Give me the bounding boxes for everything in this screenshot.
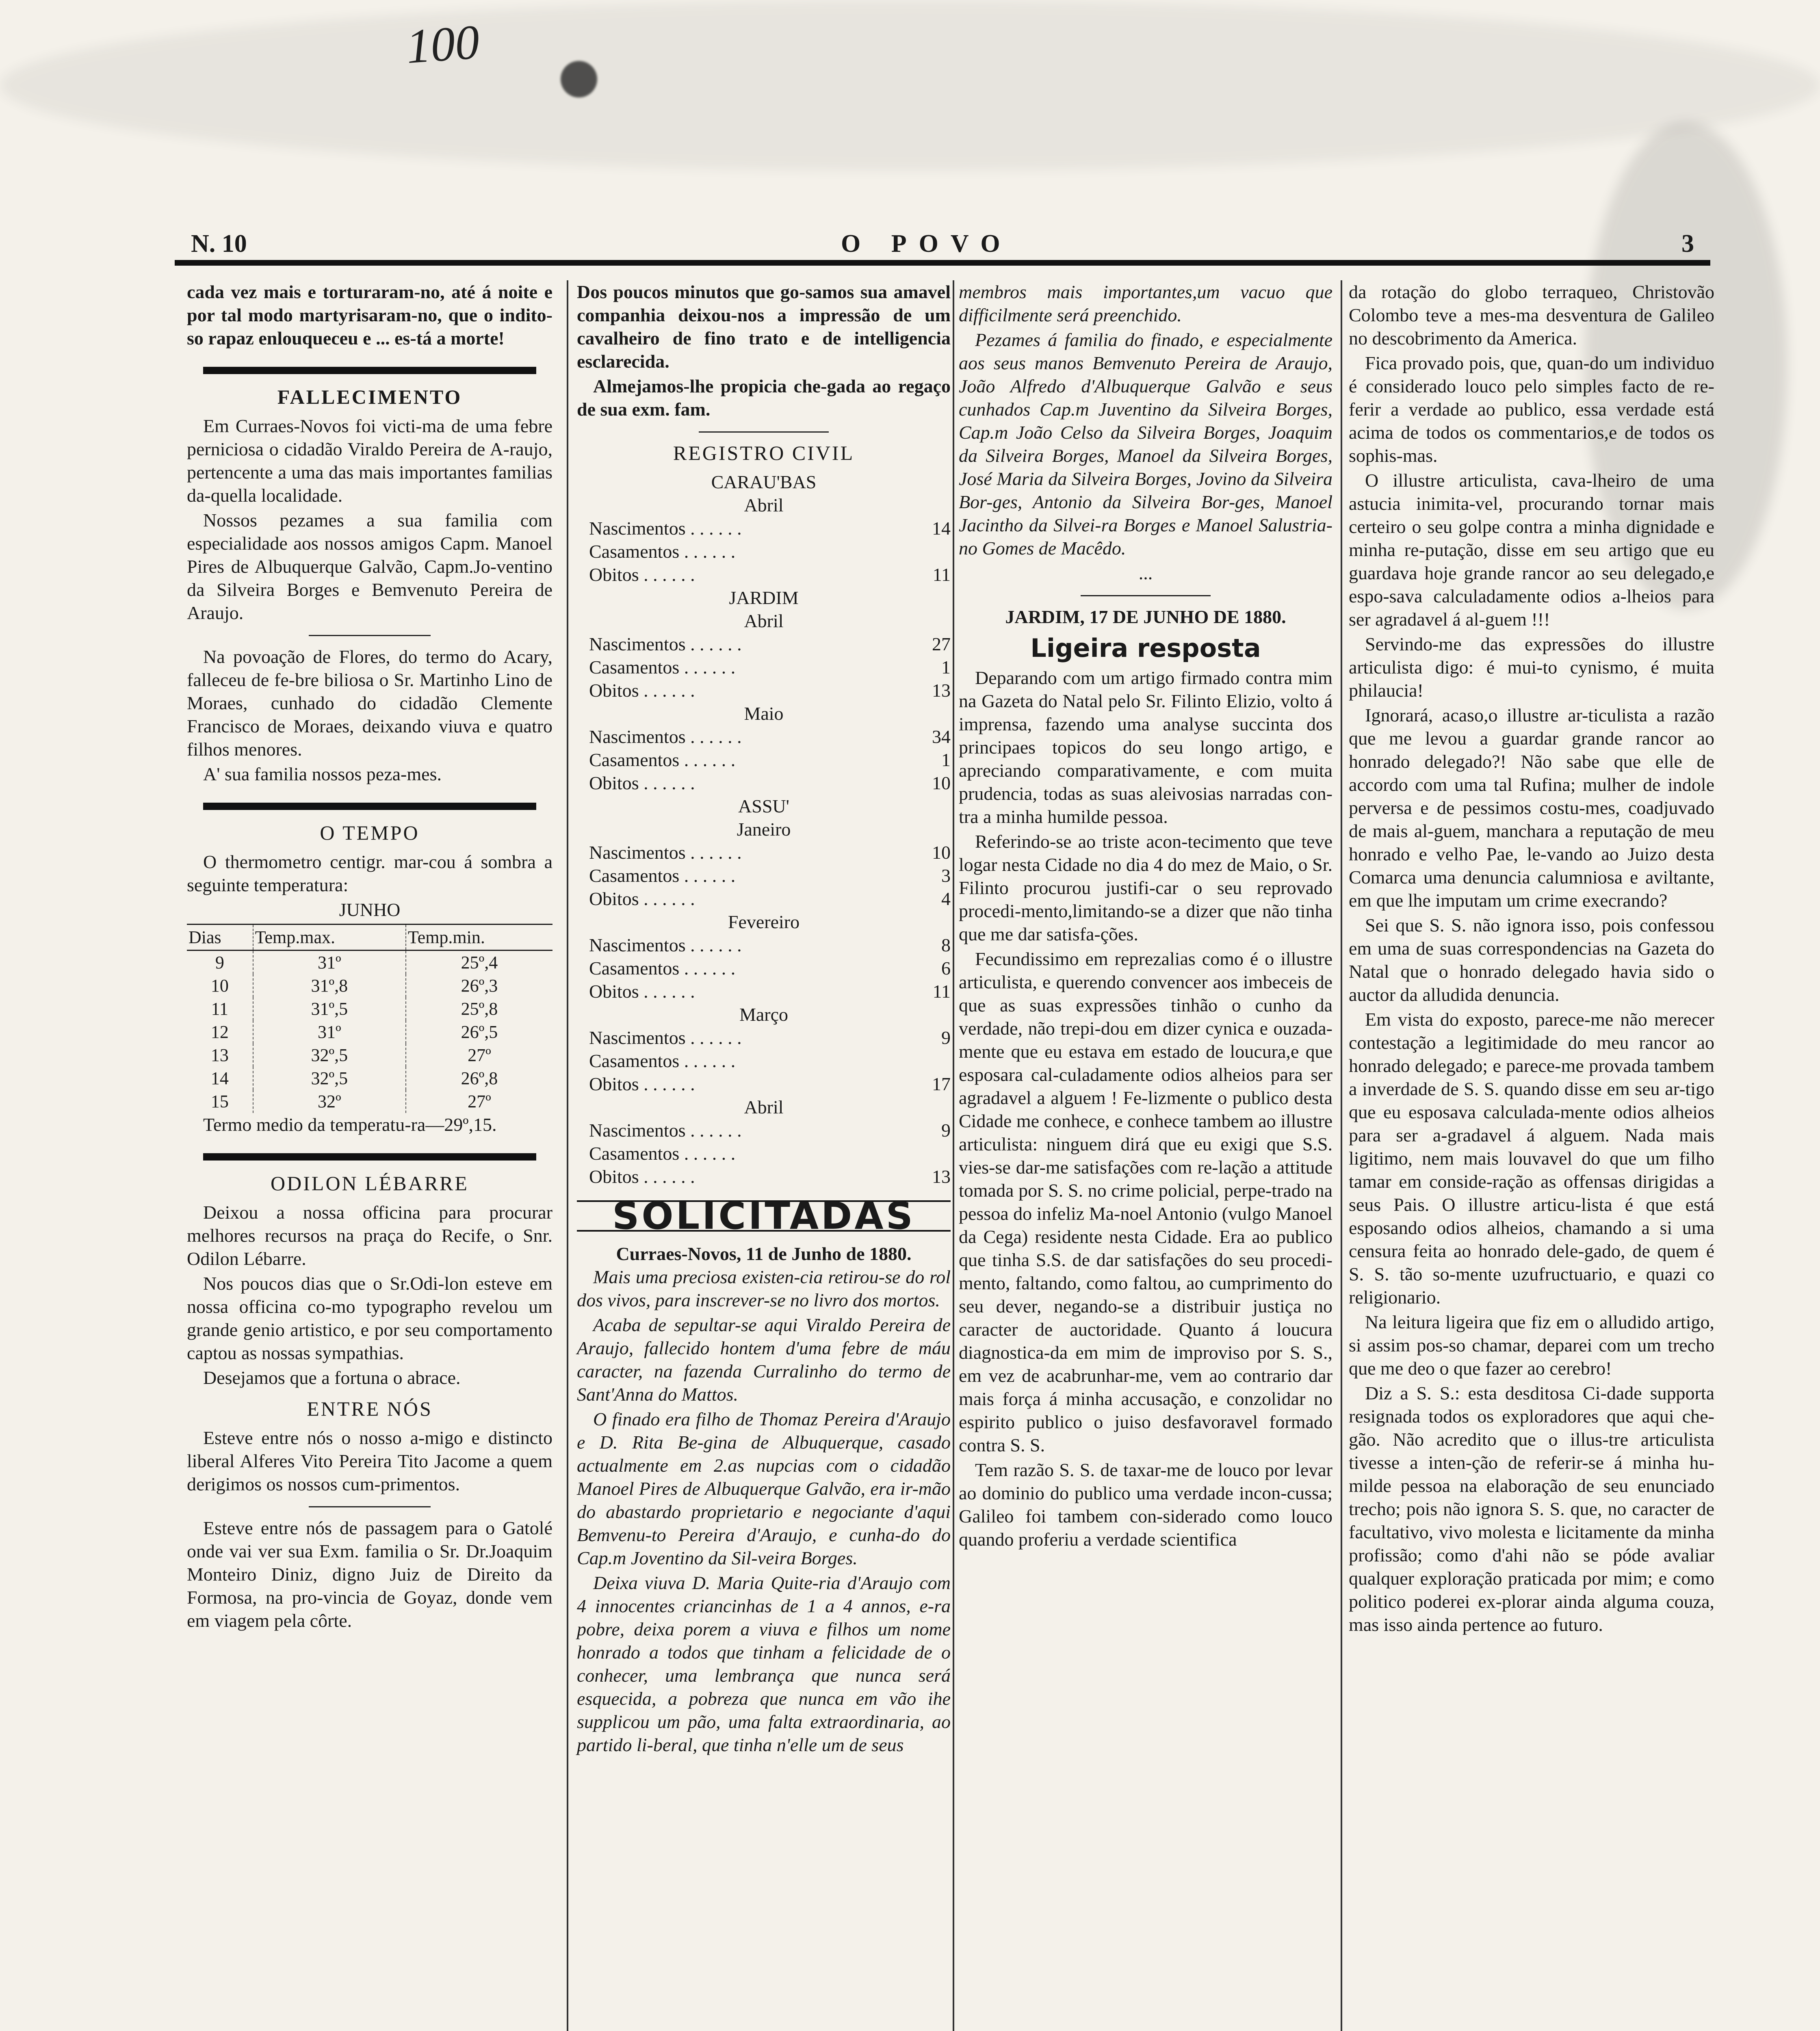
article-paragraph: Ignorará, acaso,o illustre ar-ticulista a razão que me levou a guardar grande rancor ao honrado delegado?! Não sabe que elle de accordo com uma tal Rufina; mulher de indole perversa e de pessimos costu-mes, coadjuvado de mais al-guem, manchara a reputação de meu honrado e velho Pae, le-vando ao Juizo desta Comarca uma denuncia calumniosa e aviltante, em que lhe imputam um crime execrando? — [1349, 705, 1714, 911]
registry-row — [577, 1119, 951, 1142]
handwritten-mark: 100 — [404, 14, 481, 74]
registry-value: 9 — [941, 1120, 951, 1141]
registry-label: Nascimentos . . . . . . — [589, 1120, 742, 1141]
registry-row — [577, 1049, 951, 1072]
registry-label: Nascimentos . . . . . . — [589, 1027, 742, 1048]
registry-value: 13 — [932, 680, 951, 701]
registry-label: Casamentos . . . . . . — [589, 541, 736, 562]
registry-label: Obitos . . . . . . — [589, 680, 695, 701]
article-paragraph: Acaba de sepultar-se aqui Viraldo Pereira de Araujo, fallecido hontem d'uma febre de máu caracter, na fazenda Curralinho do termo de Sant'Anna do Mattos. — [577, 1314, 951, 1405]
divider — [309, 1506, 431, 1507]
table-cell: 32º,5 — [253, 1044, 406, 1067]
table-cell: 15 — [210, 1091, 229, 1111]
temperature-table — [187, 924, 552, 1113]
registry-label: Nascimentos . . . . . . — [589, 634, 742, 654]
registry-row — [577, 540, 951, 563]
article-paragraph: Fecundissimo em reprezalias como é o illustre articulista, e querendo convencer aos imbeceis de que as suas expressões tinhão o cunho da verdade, não trepi-dou em dizer cynica e ouzada-mente que eu estava em estado de loucura,e que esposara cal-culadamente odios alheios para ser agradavel a alguem ! Fe-lizmente o publico desta Cidade me conhece, e conhece tambem ao illustre articulista: ninguem dirá que eu exigi que S.S. vies-se dar-me satisfações com re-lação a attitude tomada por S. S. no crime policial, perpe-trado na pessoa do infeliz Ma-noel Antonio (vulgo Manoel da Cega) residente nesta Cidade. Era ao publico que tinha S.S. de dar satisfações do seu procedi-mento, faltando, como faltou, ao cumprimento do seu dever, negando-se a distribuir justiça no caracter de auctoridade. Quanto á loucura diagnostica-da em mim de improviso por S. S., em vez de acabrunhar-me, vem ao contrario dar mais força á minha accusação, e conzolidar no espirito publico o juiso desfavoravel formado contra S. S. — [959, 948, 1332, 1455]
table-cell: 32º,5 — [253, 1067, 406, 1090]
registry-row — [577, 771, 951, 795]
article-paragraph: Deparando com um artigo firmado contra mim na Gazeta do Natal pelo Sr. Filinto Elizio, volto á imprensa, fazendo uma analyse succinta dos principaes topicos do seu longo artigo, e apreciando comparativamente, e com muita prudencia, todas as suas aleivosias narradas con-tra a minha humilde pessoa. — [959, 667, 1332, 827]
registry-value: 9 — [941, 1027, 951, 1048]
article-title: Ligeira resposta — [1030, 633, 1261, 663]
table-header: Temp.min. — [406, 925, 552, 951]
table-cell: 25º,4 — [406, 951, 552, 974]
registry-label: Casamentos . . . . . . — [589, 1143, 736, 1164]
registry-label: Casamentos . . . . . . — [589, 865, 736, 886]
registry-row — [577, 1142, 951, 1165]
table-cell: 31º — [253, 1020, 406, 1044]
table-row — [187, 1090, 552, 1113]
column-4 — [1349, 280, 1714, 1638]
article-paragraph: Pezames á familia do finado, e especialmente aos seus manos Bemvenuto Pereira de Araujo, João Alfredo d'Albuquerque Galvão e seus cunhados Cap.m Juventino da Silveira Borges, Cap.m João Celso da Silveira Borges, Joaquim da Silveira Borges, Manoel da Silveira Borges, José Maria da Silveira Borges, Jovino da Silveira Bor-ges, Antonio da Silveira Bor-ges, Manoel Jacintho da Silvei-ra Borges e Manoel Salustria-no Gomes de Macêdo. — [959, 329, 1332, 559]
registry-value: 14 — [932, 518, 951, 539]
registry-label: Casamentos . . . . . . — [589, 1050, 736, 1071]
registry-label: Nascimentos . . . . . . — [589, 935, 742, 955]
divider — [309, 635, 431, 636]
table-row — [187, 1067, 552, 1090]
registry-label: Obitos . . . . . . — [589, 1074, 695, 1094]
column-2 — [577, 280, 951, 1758]
table-cell: 26º,8 — [406, 1067, 552, 1090]
registry-label: Obitos . . . . . . — [589, 773, 695, 793]
article-paragraph: O illustre articulista, cava-lheiro de uma astucia inimita-vel, procurando tornar mais certeiro o seu golpe contra a minha dignidade e minha re-putação, disse em seu artigo que eu guardava hoje grande rancor ao seu delegado,e espo-sava calculadamente odios a-lheios para ser agradavel á al-guem !!! — [1349, 470, 1714, 630]
table-cell: 31º — [253, 951, 406, 974]
article-paragraph: Nossos pezames a sua familia com especialidade aos nossos amigos Capm. Manoel Pires de Albuquerque Galvão, Capm.Jo-ventino da Silveira Borges e Bemvenuto Pereira de Araujo. — [187, 510, 552, 623]
registry-row — [577, 957, 951, 980]
table-row — [187, 997, 552, 1020]
header-rule — [175, 260, 1710, 266]
article-paragraph: Esteve entre nós de passagem para o Gatolé onde vai ver sua Exm. familia o Sr. Dr.Joaquim Monteiro Diniz, digno Juiz de Direito da Formosa, na pro-vincia de Goyaz, donde vem em viagem pela côrte. — [187, 1518, 552, 1631]
section-rule — [203, 367, 536, 374]
table-cell: 32º — [253, 1090, 406, 1113]
registry-row — [577, 1165, 951, 1188]
section-heading: ENTRE NÓS — [307, 1397, 433, 1420]
registry-label: Casamentos . . . . . . — [589, 958, 736, 979]
registry-value: 3 — [941, 865, 951, 886]
table-cell: 27º — [406, 1044, 552, 1067]
registry-label: Obitos . . . . . . — [589, 564, 695, 585]
page-header — [175, 225, 1710, 262]
table-row — [187, 1020, 552, 1044]
top-stain — [0, 0, 1820, 171]
registry-label: Nascimentos . . . . . . — [589, 842, 742, 863]
registry-month: Maio — [744, 703, 784, 724]
dateline: Curraes-Novos, 11 de Junho de 1880. — [616, 1243, 912, 1264]
registry-month: Abril — [744, 495, 784, 515]
table-cell: 31º,8 — [253, 974, 406, 997]
divider — [699, 431, 829, 433]
registry-value — [914, 1049, 951, 1072]
registry-value: 10 — [932, 842, 951, 863]
registry-value: 6 — [941, 958, 951, 979]
registry-row — [577, 864, 951, 887]
article-text: Dos poucos minutos que go-samos sua amavel companhia deixou-nos a impressão de um cavalheiro de fino trato e de intelligencia esclarecida. — [577, 281, 951, 372]
table-cell: 27º — [406, 1090, 552, 1113]
registry-value: 1 — [941, 749, 951, 770]
registry-value — [914, 540, 951, 563]
registry-row — [577, 887, 951, 910]
article-paragraph: A' sua familia nossos peza-mes. — [203, 764, 442, 784]
registry-row — [577, 1026, 951, 1049]
registry-value: 11 — [932, 564, 951, 585]
table-header: Temp.max. — [253, 925, 406, 951]
dateline: JARDIM, 17 DE JUNHO DE 1880. — [1005, 606, 1286, 627]
column-1 — [187, 280, 552, 1634]
registry-row — [577, 748, 951, 771]
registry-value: 27 — [932, 634, 951, 654]
article-paragraph: Deixou a nossa officina para procurar melhores recursos na praça do Recife, o Snr. Odilon Lébarre. — [187, 1202, 552, 1269]
civil-registry-list — [577, 470, 951, 1188]
article-paragraph: O thermometro centigr. mar-cou á sombra a seguinte temperatura: — [187, 851, 552, 895]
column-divider — [953, 280, 954, 2031]
column-divider — [567, 280, 568, 2031]
registry-value: 11 — [932, 981, 951, 1002]
article-paragraph: Mais uma preciosa existen-cia retirou-se do rol dos vivos, para inscrever-se no livro dos mortos. — [577, 1267, 951, 1310]
table-cell: 25º,8 — [406, 997, 552, 1020]
registry-row — [577, 933, 951, 957]
table-cell: 26º,5 — [406, 1020, 552, 1044]
section-heading: ODILON LÉBARRE — [271, 1172, 469, 1195]
table-cell: 14 — [210, 1068, 229, 1088]
article-paragraph: Nos poucos dias que o Sr.Odi-lon esteve em nossa officina co-mo typographo revelou um grande genio artistico, e por seu comportamento captou as nossas sympathias. — [187, 1273, 552, 1363]
registry-row — [577, 1072, 951, 1096]
registry-month: Março — [739, 1004, 789, 1025]
registry-row — [577, 841, 951, 864]
registry-value: 34 — [932, 726, 951, 747]
article-paragraph: Tem razão S. S. de taxar-me de louco por levar ao dominio do publico uma verdade incon-cussa; Galileo foi tambem con-siderado como louco quando proferiu a verdade scientifica — [959, 1459, 1332, 1550]
registry-label: Casamentos . . . . . . — [589, 657, 736, 678]
section-banner: SOLICITADAS — [577, 1200, 951, 1232]
registry-value: 17 — [932, 1074, 951, 1094]
registry-label: Casamentos . . . . . . — [589, 749, 736, 770]
article-paragraph: Deixa viuva D. Maria Quite-ria d'Araujo com 4 innocentes criancinhas de 1 a 4 annos, e-ra pobre, deixa porem a viuva e filhos um nome honrado a todos que tinham a felicidade de o conhecer, uma lembrança que nunca será esquecida, a pobreza que nunca em vão ihe supplicou um pão, uma falta extraordinaria, ao partido li-beral, que tinha n'elle um de seus — [577, 1572, 951, 1755]
registry-month: Fevereiro — [728, 912, 800, 932]
registry-row — [577, 517, 951, 540]
table-row — [187, 974, 552, 997]
registry-row — [577, 679, 951, 702]
article-paragraph: O finado era filho de Thomaz Pereira d'Araujo e D. Rita Be-gina de Albuquerque, casado actualmente em 2.as nupcias com o cidadão Manoel Pires de Albuquerque Galvão, era ir-mão do abastardo proprietario e negociante d'aqui Bemvenu-to Pereira d'Araujo, e cunha-do do Cap.m Joventino da Sil-veira Borges. — [577, 1409, 951, 1568]
article-paragraph: Desejamos que a fortuna o abrace. — [203, 1367, 461, 1388]
article-paragraph: da rotação do globo terraqueo, Christovão Colombo teve a mes-ma desventura de Galileo no descobrimento da America. — [1349, 281, 1714, 349]
newspaper-name: O POVO — [841, 230, 1012, 258]
registry-value: 4 — [941, 888, 951, 909]
registry-value: 8 — [941, 935, 951, 955]
section-heading: O TEMPO — [320, 821, 420, 844]
table-cell: 13 — [210, 1045, 229, 1065]
article-text: Almejamos-lhe propicia che-gada ao regaço de sua exm. fam. — [577, 376, 951, 420]
table-cell: 11 — [211, 999, 229, 1019]
registry-place: JARDIM — [729, 587, 799, 608]
column-divider — [1341, 280, 1342, 2031]
page-number: 3 — [1681, 230, 1694, 258]
registry-label: Nascimentos . . . . . . — [589, 518, 742, 539]
ellipsis: ... — [1138, 563, 1153, 583]
issue-number: N. 10 — [191, 230, 247, 258]
registry-label: Obitos . . . . . . — [589, 888, 695, 909]
table-cell: 31º,5 — [253, 997, 406, 1020]
table-cell: 9 — [215, 953, 224, 972]
section-rule — [203, 1153, 536, 1161]
article-paragraph: Diz a S. S.: esta desditosa Ci-dade supporta resignada todos os exploradores que aqui che-gão. Não acredito que o illus-tre articulista tivesse a inten-ção de referir-se á minha hu-milde pessoa na elaboração de seu enunciado trecho; pois não ignora S. S. que, no caracter de facultativo, vivo molesta e licitamente da minha profissão; como d'ahi não se póde avaliar qualquer exploração praticada por mim; e como politico poderei ex-plorar ainda alguma couza, mas isso ainda pertence ao futuro. — [1349, 1383, 1714, 1635]
registry-month: Janeiro — [737, 819, 791, 840]
article-paragraph: Termo medio da temperatu-ra—29º,15. — [203, 1114, 497, 1135]
registry-value: 13 — [932, 1166, 951, 1187]
article-paragraph: Fica provado pois, que, quan-do um individuo é considerado louco pelo simples facto de re-ferir a verdade ao publico, essa verdade está acima de todos os commentarios,e de todos os sophis-mas. — [1349, 353, 1714, 466]
article-paragraph: Referindo-se ao triste acon-tecimento que teve logar nesta Cidade no dia 4 do mez de Maio, o Sr. Filinto procurou justifi-car o seu reprovado procedi-mento,limitando-se a dizer que não tinha que me dar satisfa-ções. — [959, 831, 1332, 944]
table-row — [187, 1044, 552, 1067]
article-paragraph: Na povoação de Flores, do termo do Acary, falleceu de fe-bre biliosa o Sr. Martinho Lino de Moraes, cunhado do cidadão Clemente Francisco de Moraes, deixando viuva e quatro filhos menores. — [187, 646, 552, 760]
registry-label: Obitos . . . . . . — [589, 981, 695, 1002]
registry-value: 10 — [932, 773, 951, 793]
table-header: Dias — [187, 925, 253, 951]
divider — [1081, 595, 1211, 596]
registry-place: ASSU' — [738, 796, 789, 816]
article-text: cada vez mais e torturaram-no, até á noite e por tal modo martyrisaram-no, que o indito-so rapaz enlouqueceu e ... es-tá a morte! — [187, 281, 552, 349]
table-cell: 10 — [210, 976, 229, 996]
registry-value — [914, 1142, 951, 1165]
section-heading: REGISTRO CIVIL — [673, 442, 855, 464]
column-3 — [959, 280, 1332, 1552]
registry-label: Nascimentos . . . . . . — [589, 726, 742, 747]
table-caption: JUNHO — [339, 899, 401, 920]
article-paragraph: Na leitura ligeira que fiz em o alludido artigo, si assim pos-so chamar, deparei com um trecho que me deo o que fazer ao cerebro! — [1349, 1312, 1714, 1379]
registry-month: Abril — [744, 1097, 784, 1117]
registry-row — [577, 725, 951, 748]
registry-label: Obitos . . . . . . — [589, 1166, 695, 1187]
article-paragraph: Servindo-me das expressões do illustre articulista digo: é mui-to cynismo, é muita philaucia! — [1349, 634, 1714, 701]
registry-row — [577, 563, 951, 586]
article-paragraph: Esteve entre nós o nosso a-migo e distincto liberal Alferes Vito Pereira Tito Jacome a quem derigimos os nossos cum-primentos. — [187, 1427, 552, 1494]
table-row — [187, 951, 552, 974]
registry-row — [577, 980, 951, 1003]
registry-month: Abril — [744, 611, 784, 631]
article-paragraph: Em vista do exposto, parece-me não merecer contestação a legitimidade do meu rancor ao honrado delegado; e parece-me provada tambem a inverdade de S. S. quando disse em seu ar-tigo que eu esposava calculada-mente odios alheios para ser a-gradavel á alguem. Nada mais ligitimo, nem mais louvavel do que um filho tamar em conside-ração as offensas dirigidas a seus Pais. O illustre articu-lista é que está esposando odios alheios, chamando a si uma censura feita ao honrado dele-gado, de quem é S. S. tão so-mente uzufructuario, e quazi co religionario. — [1349, 1009, 1714, 1308]
article-text: membros mais importantes,um vacuo que difficilmente será preenchido. — [959, 281, 1332, 325]
registry-row — [577, 656, 951, 679]
table-cell: 12 — [210, 1022, 229, 1042]
article-paragraph: Sei que S. S. não ignora isso, pois confessou em uma de suas correspondencias na Gazeta do Natal que o honrado delegado havia sido o auctor da alludida denuncia. — [1349, 915, 1714, 1005]
registry-row — [577, 632, 951, 656]
section-rule — [203, 803, 536, 810]
registry-value: 1 — [941, 657, 951, 678]
registry-place: CARAU'BAS — [711, 472, 817, 492]
section-heading: FALLECIMENTO — [277, 385, 462, 408]
article-paragraph: Em Curraes-Novos foi victi-ma de uma febre perniciosa o cidadão Viraldo Pereira de A-raujo, pertencente a uma das mais importantes familias da-quella localidade. — [187, 416, 552, 506]
table-cell: 26º,3 — [406, 974, 552, 997]
